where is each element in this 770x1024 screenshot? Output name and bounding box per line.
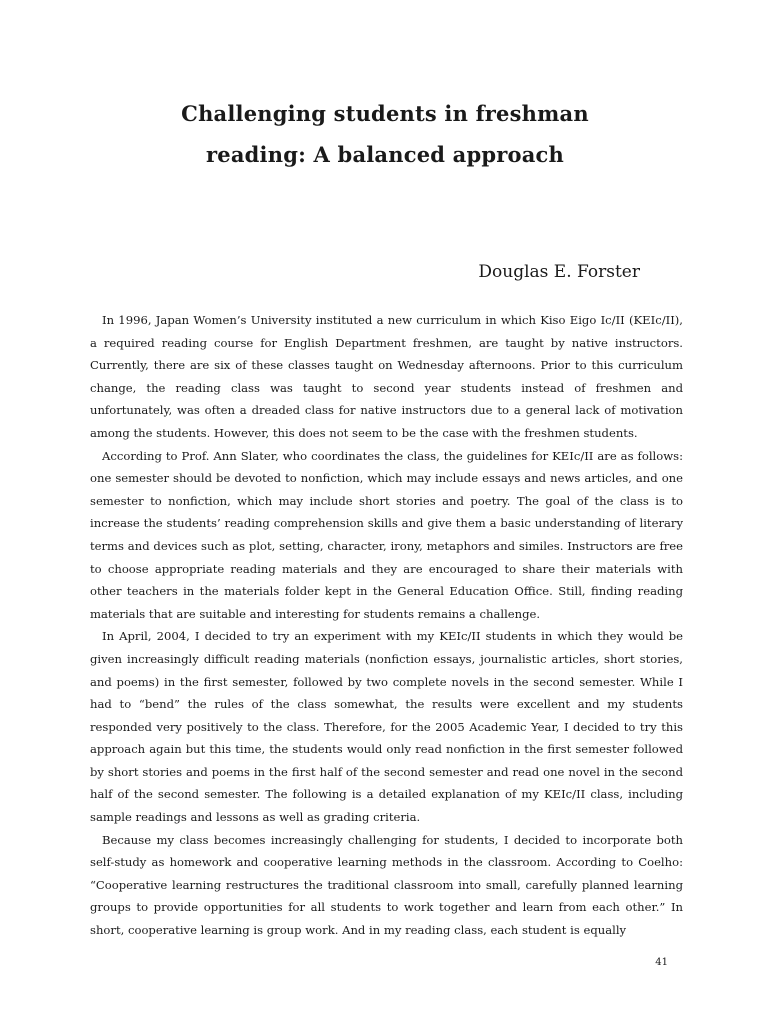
paragraph-4: Because my class becomes increasingly challenging for students, I decided to incorporate both self-study as homework and cooperative learning methods in the classroom. According to Coelho: “Cooperative learning restructures the traditional classroom into small, carefully planned learning groups to provide opportunities for all students to work together and learn from each other.” In short, cooperative learning is group work. And in my reading class, each student is equally: [90, 832, 683, 938]
paragraph-2: According to Prof. Ann Slater, who coordinates the class, the guidelines for KEIc/II are as follows: one semester should be devoted to nonfiction, which may include essays and news articles, and one semester to nonfiction, which may include short stories and poetry. The goal of the class is to increase the students’ reading comprehension skills and give them a basic understanding of literary terms and devices such as plot, setting, character, irony, metaphors and similes. Instructors are free to choose appropriate reading materials and they are encouraged to share their materials with other teachers in the materials folder kept in the General Education Office. Still, finding reading materials that are suitable and interesting for students remains a challenge.: [90, 448, 683, 621]
paragraph-1: In 1996, Japan Women’s University instituted a new curriculum in which Kiso Eigo Ic/II (KEIc/II), a required reading course for English Department freshmen, are taught by native instructors. Currently, there are six of these classes taught on Wednesday afternoons. Prior to this curriculum change, the reading class was taught to second year students instead of freshmen and unfortunately, was often a dreaded class for native instructors due to a general lack of motivation among the students. However, this does not seem to be the case with the freshmen students.: [90, 313, 683, 440]
paragraph-3: In April, 2004, I decided to try an experiment with my KEIc/II students in which they would be given increasingly difficult reading materials (nonfiction essays, journalistic articles, short stories, and poems) in the first semester, followed by two complete novels in the second semester. While I had to “bend” the rules of the class somewhat, the results were excellent and my students responded very positively to the class. Therefore, for the 2005 Academic Year, I decided to try this approach again but this time, the students would only read nonfiction in the first semester followed by short stories and poems in the first half of the second semester and read one novel in the second half of the second semester. The following is a detailed explanation of my KEIc/II class, including sample readings and lessons as well as grading criteria.: [90, 629, 683, 825]
body-text: [90, 309, 683, 942]
title-line-2: reading: A balanced approach: [206, 142, 564, 167]
page-number: 41: [655, 957, 668, 968]
author-name: Douglas E. Forster: [478, 262, 640, 282]
title-line-1: Challenging students in freshman: [181, 101, 589, 126]
